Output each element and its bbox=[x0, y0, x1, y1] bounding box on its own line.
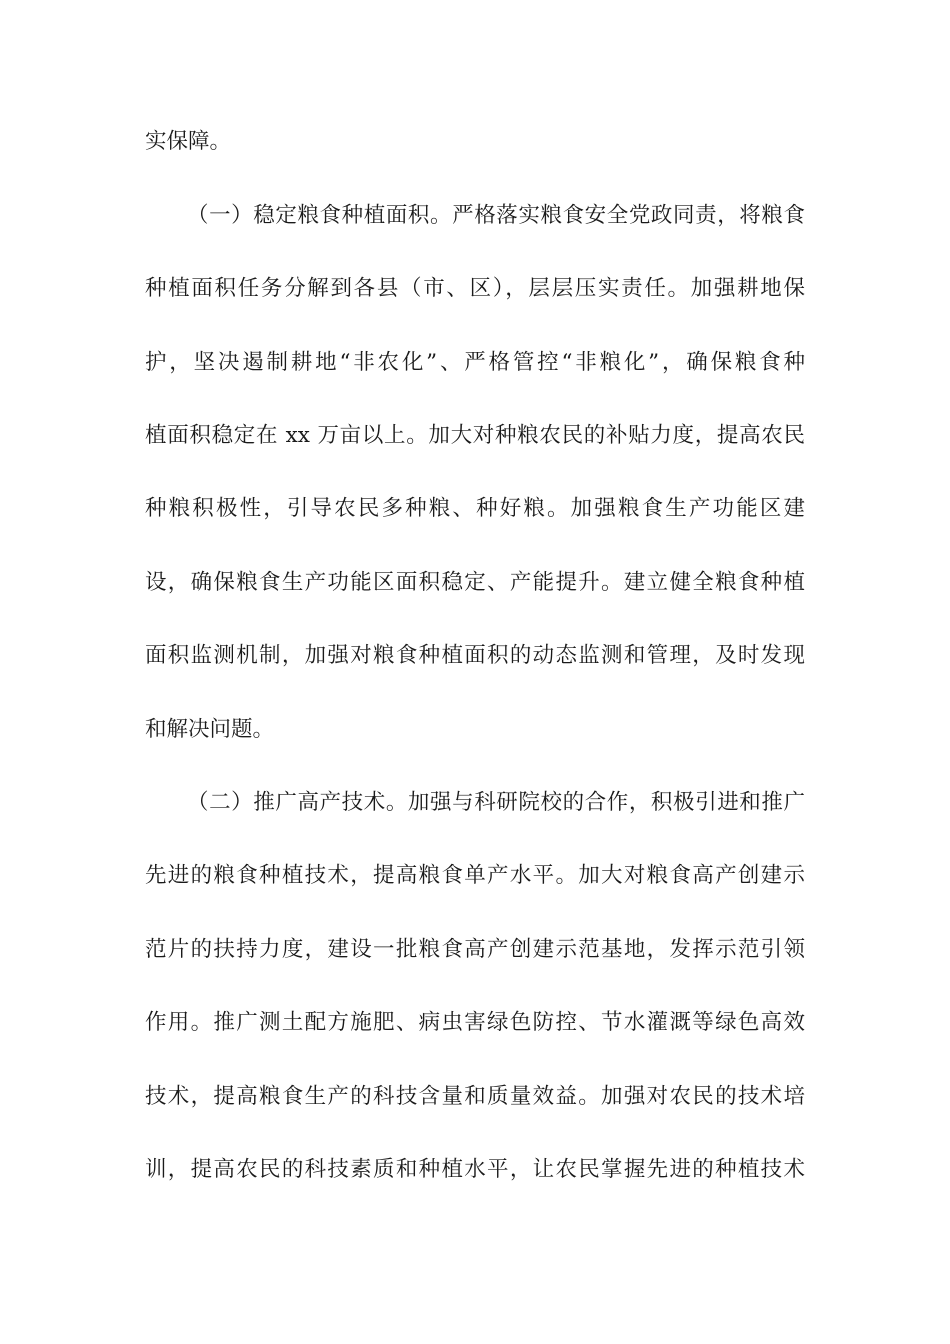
text-line: 范片的扶持力度，建设一批粮食高产创建示范基地，发挥示范引领 bbox=[145, 937, 805, 962]
text-line: 技术，提高粮食生产的科技含量和质量效益。加强对农民的技术培 bbox=[145, 1084, 805, 1109]
text-line: 训，提高农民的科技素质和种植水平，让农民掌握先进的种植技术 bbox=[145, 1157, 805, 1182]
text-line: 设，确保粮食生产功能区面积稳定、产能提升。建立健全粮食种植 bbox=[145, 570, 805, 595]
text-line: 面积监测机制，加强对粮食种植面积的动态监测和管理，及时发现 bbox=[145, 643, 805, 668]
text-line: 实保障。 bbox=[145, 129, 232, 154]
text-line: 种粮积极性，引导农民多种粮、种好粮。加强粮食生产功能区建 bbox=[145, 496, 805, 521]
text-line: 先进的粮食种植技术，提高粮食单产水平。加大对粮食高产创建示 bbox=[145, 863, 805, 888]
text-line: 植面积稳定在 xx 万亩以上。加大对种粮农民的补贴力度，提高农民 bbox=[145, 423, 805, 448]
text-line: 作用。推广测土配方施肥、病虫害绿色防控、节水灌溉等绿色高效 bbox=[145, 1010, 805, 1035]
text-line: 护，坚决遏制耕地“非农化”、严格管控“非粮化”，确保粮食种 bbox=[145, 350, 805, 375]
text-line: 种植面积任务分解到各县（市、区），层层压实责任。加强耕地保 bbox=[145, 276, 805, 301]
text-line: 和解决问题。 bbox=[145, 717, 275, 742]
section-heading-line: （一）稳定粮食种植面积。严格落实粮食安全党政同责，将粮食 bbox=[187, 203, 805, 228]
section-heading-line: （二）推广高产技术。加强与科研院校的合作，积极引进和推广 bbox=[187, 790, 805, 815]
